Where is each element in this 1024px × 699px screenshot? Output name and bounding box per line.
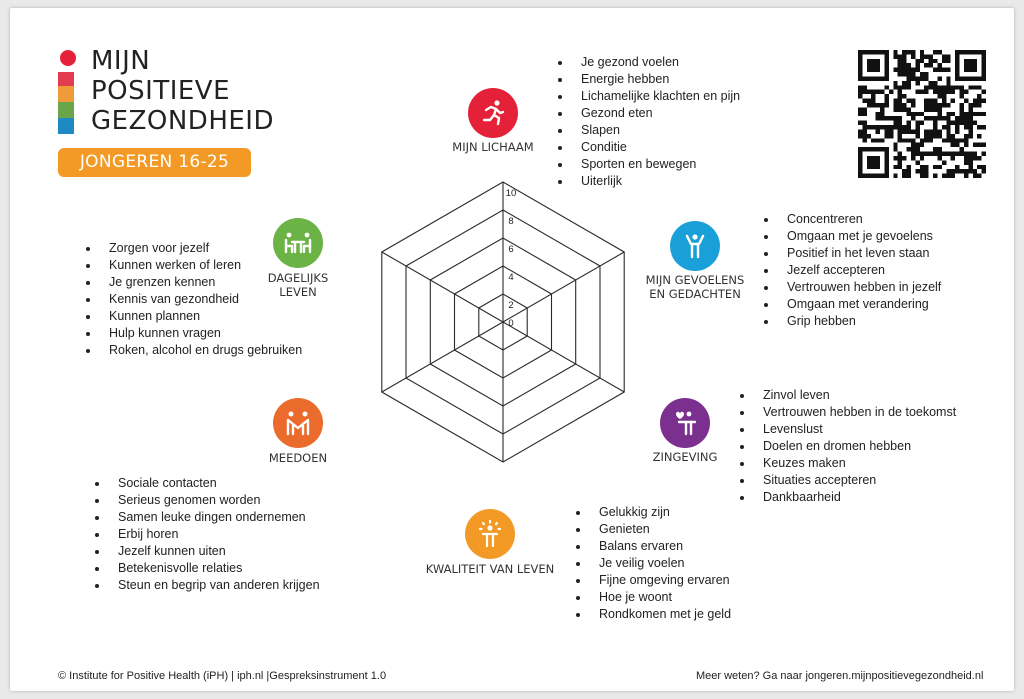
list-item: Gelukkig zijn bbox=[576, 504, 731, 521]
list-item: Grip hebben bbox=[764, 313, 941, 330]
zingeving-label bbox=[625, 450, 745, 464]
kwaliteit-label bbox=[420, 562, 560, 576]
list-item: Zinvol leven bbox=[740, 387, 956, 404]
sun-person-icon bbox=[475, 519, 505, 549]
list-item: Dankbaarheid bbox=[740, 489, 956, 506]
list-item: Kunnen werken of leren bbox=[86, 257, 302, 274]
radar-axis bbox=[503, 252, 624, 322]
list-item: Rondkomen met je geld bbox=[576, 606, 731, 623]
age-group-badge: JONGEREN 16-25 JAAR bbox=[58, 148, 251, 177]
list-item: Jezelf accepteren bbox=[764, 262, 941, 279]
list-item: Serieus genomen worden bbox=[95, 492, 320, 509]
list-item: Doelen en dromen hebben bbox=[740, 438, 956, 455]
list-item: Kunnen plannen bbox=[86, 308, 302, 325]
logo-dot bbox=[60, 50, 76, 66]
list-item: Balans ervaren bbox=[576, 538, 731, 555]
lichaam-icon-circle bbox=[468, 88, 518, 138]
list-item: Sociale contacten bbox=[95, 475, 320, 492]
list-item: Conditie bbox=[558, 139, 740, 156]
list-item: Vertrouwen hebben in de toekomst bbox=[740, 404, 956, 421]
list-item: Concentreren bbox=[764, 211, 941, 228]
list-item: Omgaan met verandering bbox=[764, 296, 941, 313]
list-item: Sporten en bewegen bbox=[558, 156, 740, 173]
list-item: Slapen bbox=[558, 122, 740, 139]
qr-code[interactable] bbox=[858, 50, 986, 178]
logo-line-2: POSITIEVE bbox=[91, 76, 231, 106]
list-item: Erbij horen bbox=[95, 526, 320, 543]
list-item: Positief in het leven staan bbox=[764, 245, 941, 262]
health-card bbox=[10, 8, 1014, 691]
dagelijks-items bbox=[86, 240, 302, 359]
kwaliteit-icon-circle bbox=[465, 509, 515, 559]
list-item: Zorgen voor jezelf bbox=[86, 240, 302, 257]
logo-bar-blue bbox=[58, 118, 74, 134]
meedoen-items bbox=[95, 475, 320, 594]
list-item: Hoe je woont bbox=[576, 589, 731, 606]
lichaam-items bbox=[558, 54, 740, 190]
gevoelens-label-line: MIJN GEVOELENS bbox=[645, 273, 745, 287]
list-item: Steun en begrip van anderen krijgen bbox=[95, 577, 320, 594]
lichaam-label-line: MIJN LICHAAM bbox=[452, 140, 534, 154]
gevoelens-label bbox=[635, 273, 755, 301]
list-item: Energie hebben bbox=[558, 71, 740, 88]
dagelijks-label-line: DAGELIJKS bbox=[267, 271, 329, 285]
list-item: Roken, alcohol en drugs gebruiken bbox=[86, 342, 302, 359]
list-item: Fijne omgeving ervaren bbox=[576, 572, 731, 589]
list-item: Samen leuke dingen ondernemen bbox=[95, 509, 320, 526]
list-item: Keuzes maken bbox=[740, 455, 956, 472]
list-item: Je grenzen kennen bbox=[86, 274, 302, 291]
kwaliteit-items bbox=[576, 504, 731, 623]
dagelijks-label-line: LEVEN bbox=[279, 285, 317, 299]
list-item: Je veilig voelen bbox=[576, 555, 731, 572]
logo-line-3: GEZONDHEID bbox=[91, 106, 274, 136]
radar-scale-label: 10 bbox=[505, 188, 517, 199]
logo-bar-orange bbox=[58, 86, 74, 102]
list-item: Levenslust bbox=[740, 421, 956, 438]
list-item: Genieten bbox=[576, 521, 731, 538]
list-item: Betekenisvolle relaties bbox=[95, 560, 320, 577]
zingeving-icon-circle bbox=[660, 398, 710, 448]
list-item: Uiterlijk bbox=[558, 173, 740, 190]
logo-bar-green bbox=[58, 102, 74, 118]
logo-title bbox=[91, 46, 274, 136]
footer-copyright: © Institute for Positive Health (iPH) | iph.nl |Gespreksinstrument 1.0 bbox=[58, 670, 387, 682]
radar-axis bbox=[382, 252, 503, 322]
list-item: Kennis van gezondheid bbox=[86, 291, 302, 308]
radar-axis bbox=[503, 322, 624, 392]
radar-scale-label: 0 bbox=[508, 318, 514, 329]
list-item: Omgaan met je gevoelens bbox=[764, 228, 941, 245]
radar-chart bbox=[363, 172, 643, 472]
list-item: Jezelf kunnen uiten bbox=[95, 543, 320, 560]
radar-axis bbox=[382, 322, 503, 392]
radar-scale-label: 2 bbox=[508, 300, 514, 311]
list-item: Je gezond voelen bbox=[558, 54, 740, 71]
logo-mark bbox=[58, 48, 78, 134]
gevoelens-label-line: EN GEDACHTEN bbox=[649, 287, 741, 301]
logo-line-1: MIJN bbox=[91, 46, 151, 76]
meedoen-label-line: MEEDOEN bbox=[268, 451, 328, 465]
footer-more-info-link[interactable]: Meer weten? Ga naar jongeren.mijnpositievegezondheid.nl bbox=[696, 670, 984, 682]
gevoelens-icon-circle bbox=[670, 221, 720, 271]
radar-scale-label: 4 bbox=[508, 272, 514, 283]
zingeving-label-line: ZINGEVING bbox=[652, 450, 718, 464]
list-item: Situaties accepteren bbox=[740, 472, 956, 489]
meedoen-icon-circle bbox=[273, 398, 323, 448]
logo-bar-red bbox=[58, 72, 74, 86]
kwaliteit-label-line: KWALITEIT VAN LEVEN bbox=[425, 562, 555, 576]
list-item: Hulp kunnen vragen bbox=[86, 325, 302, 342]
lichaam-label bbox=[433, 140, 553, 154]
radar-scale-label: 8 bbox=[508, 216, 514, 227]
list-item: Vertrouwen hebben in jezelf bbox=[764, 279, 941, 296]
list-item: Gezond eten bbox=[558, 105, 740, 122]
zingeving-items bbox=[740, 387, 956, 506]
person-heart-icon bbox=[670, 408, 700, 438]
people-together-icon bbox=[283, 408, 313, 438]
radar-scale-label: 6 bbox=[508, 244, 514, 255]
running-person-icon bbox=[478, 98, 508, 128]
list-item: Lichamelijke klachten en pijn bbox=[558, 88, 740, 105]
person-arms-up-icon bbox=[680, 231, 710, 261]
meedoen-label bbox=[238, 451, 358, 465]
gevoelens-items bbox=[764, 211, 941, 330]
